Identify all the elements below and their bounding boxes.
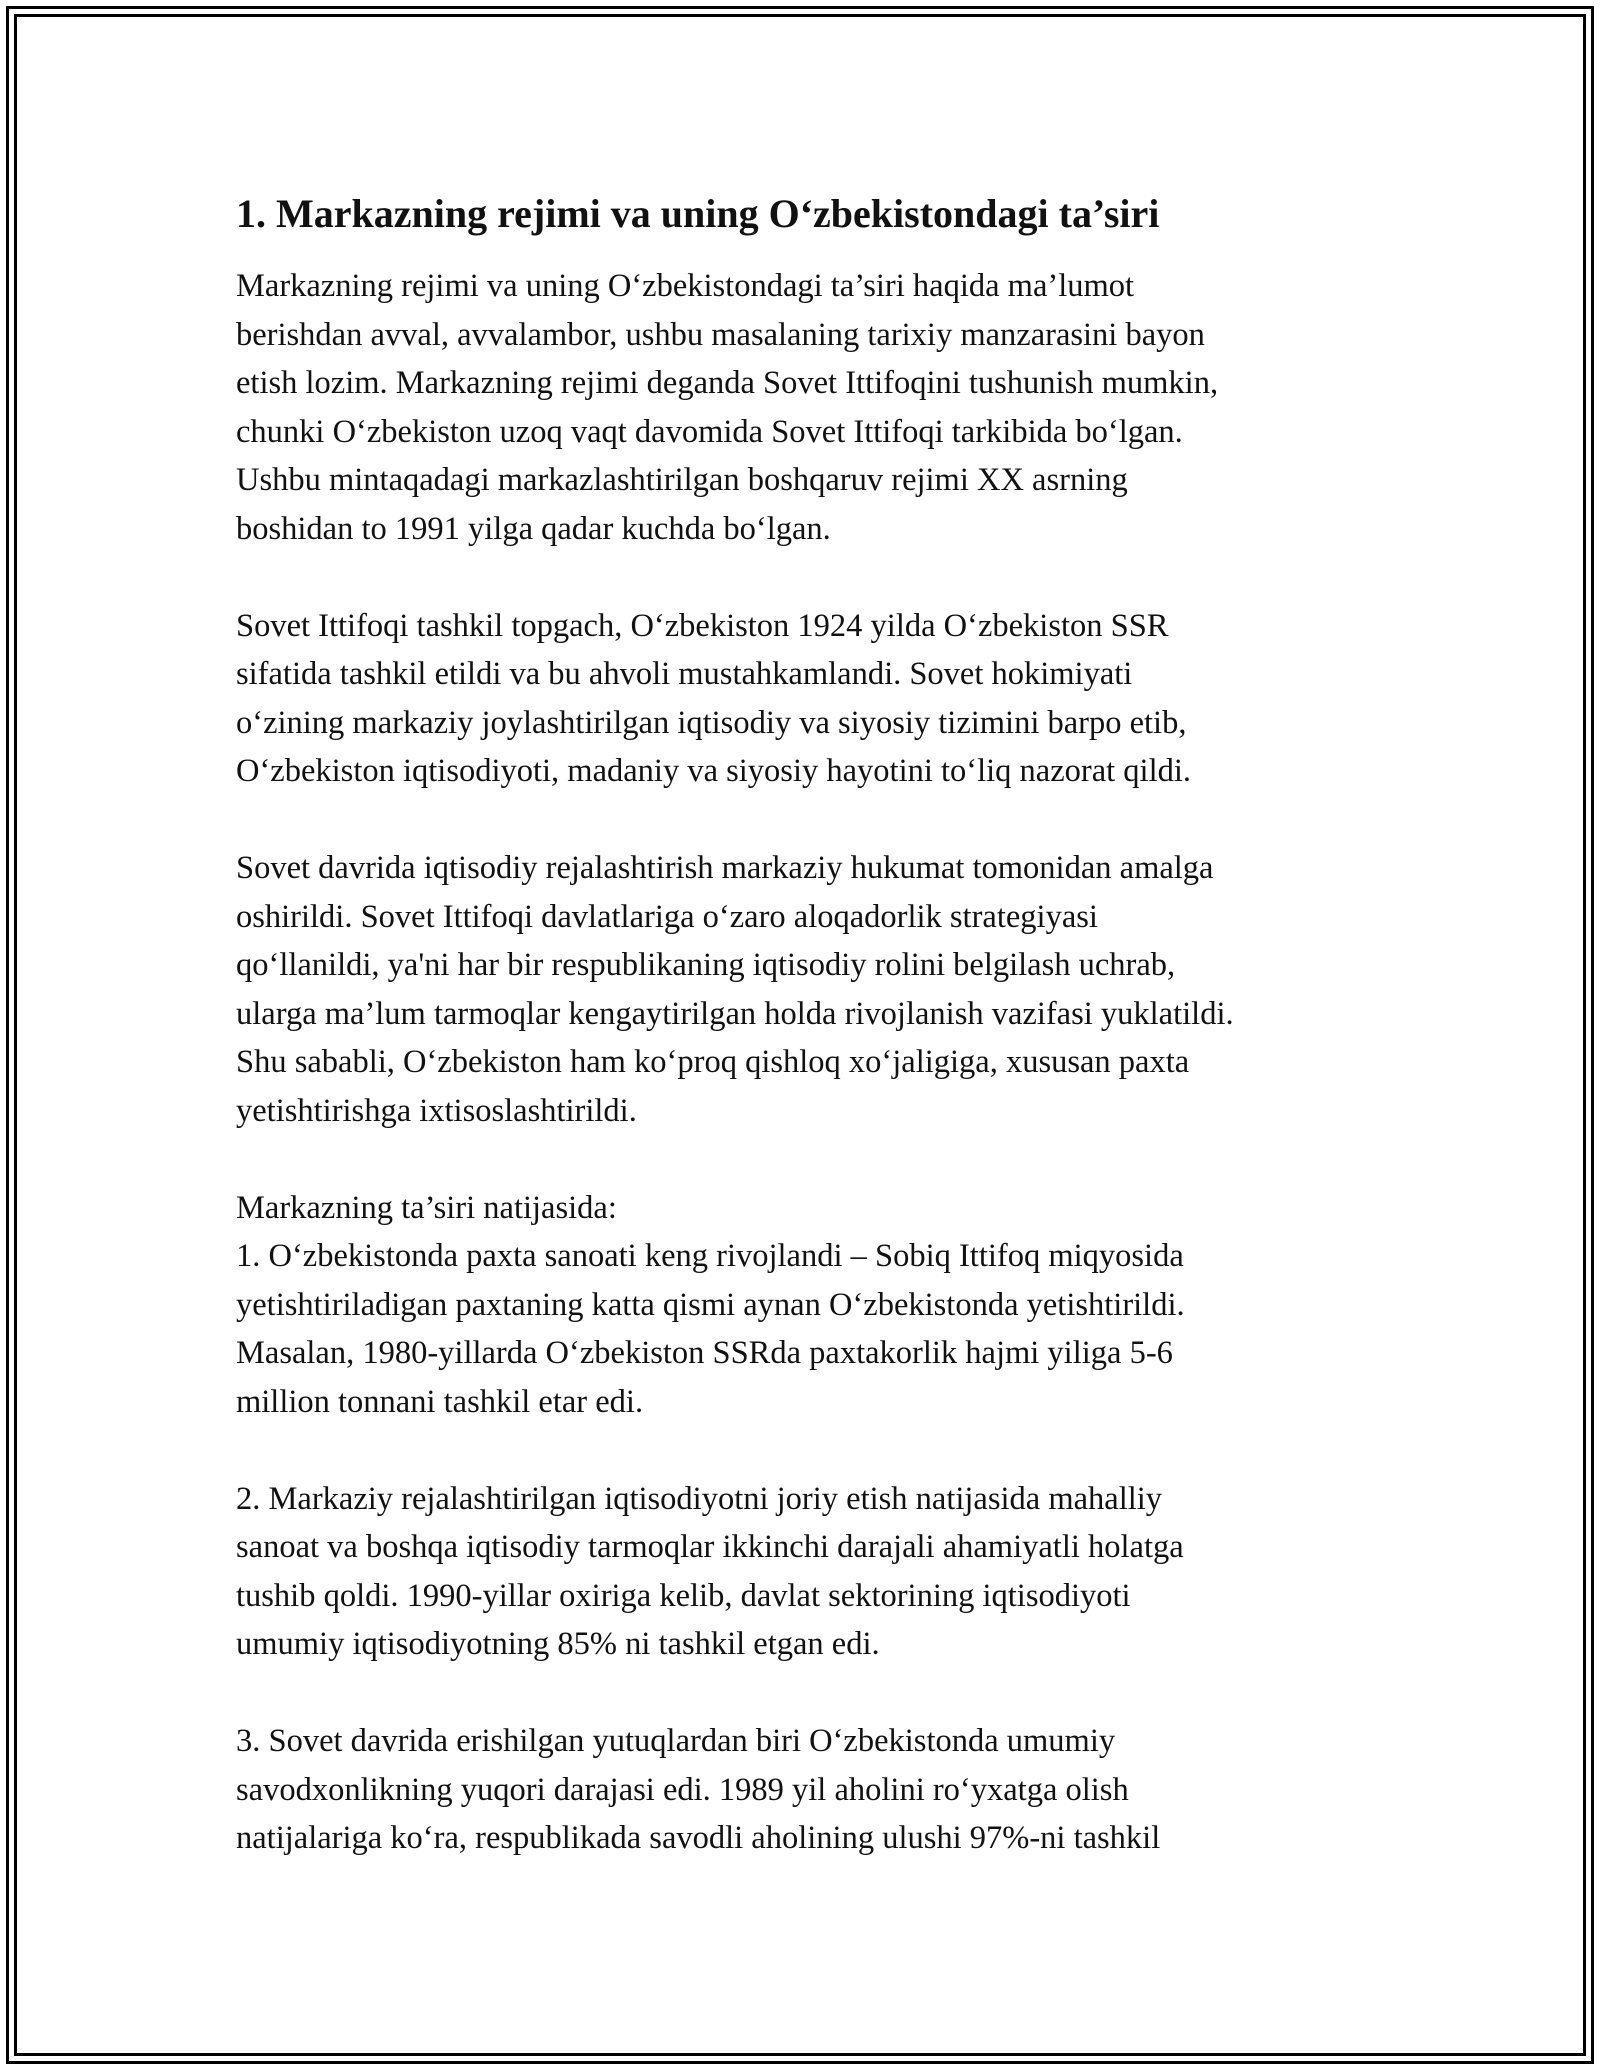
paragraph-results-cotton: Markazning ta’siri natijasida: 1. O‘zbekistonda paxta sanoati keng rivojlandi – Sobiq Ittifoq miqyosida yetishtiriladigan paxtaning katta qismi aynan O‘zbekistonda yetishtirildi. Masalan, 1980-yillarda O‘zbekiston SSRda paxtakorlik hajmi yiliga 5-6 million tonnani tashkil etar edi. — [236, 1189, 1185, 1420]
paragraph-results-literacy: 3. Sovet davrida erishilgan yutuqlardan biri O‘zbekistonda umumiy savodxonlikning yuqori darajasi edi. 1989 yil aholini ro‘yxatga olish natijalariga ko‘ra, respublikada savodli aholining ulushi 97%-ni tashkil — [236, 1723, 1161, 1856]
paragraph-intro: Markazning rejimi va uning O‘zbekistondagi ta’siri haqida ma’lumot berishdan avval, avvalambor, ushbu masalaning tarixiy manzarasini bayon etish lozim. Markazning rejimi deganda Sovet Ittifoqini tushunish mumkin, chunki O‘zbekiston uzoq vaqt davomida Sovet Ittifoqi tarkibida bo‘lgan. Ushbu mintaqadagi markazlashtirilgan boshqaruv rejimi XX asrning boshidan to 1991 yilga qadar kuchda bo‘lgan. — [236, 268, 1219, 547]
document-body — [236, 180, 1376, 1863]
section-heading: 1. Markazning rejimi va uning O‘zbekistondagi ta’siri — [236, 191, 1160, 236]
paragraph-economic-planning: Sovet davrida iqtisodiy rejalashtirish markaziy hukumat tomonidan amalga oshirildi. Sovet Ittifoqi davlatlariga o‘zaro aloqadorlik strategiyasi qo‘llanildi, ya'ni har bir respublikaning iqtisodiy rolini belgilash uchrab, ularga ma’lum tarmoqlar kengaytirilgan holda rivojlanish vazifasi yuklatildi. Shu sababli, O‘zbekiston ham ko‘proq qishloq xo‘jaligiga, xususan paxta yetishtirishga ixtisoslashtirildi. — [236, 850, 1234, 1129]
paragraph-soviet-formation: Sovet Ittifoqi tashkil topgach, O‘zbekiston 1924 yilda O‘zbekiston SSR sifatida tashkil etildi va bu ahvoli mustahkamlandi. Sovet hokimiyati o‘zining markaziy joylashtirilgan iqtisodiy va siyosiy tizimini barpo etib, O‘zbekiston iqtisodiyoti, madaniy va siyosiy hayotini to‘liq nazorat qildi. — [236, 607, 1192, 789]
paragraph-results-industry: 2. Markaziy rejalashtirilgan iqtisodiyotni joriy etish natijasida mahalliy sanoat va boshqa iqtisodiy tarmoqlar ikkinchi darajali ahamiyatli holatga tushib qoldi. 1990-yillar oxiriga kelib, davlat sektorining iqtisodiyoti umumiy iqtisodiyotning 85% ni tashkil etgan edi. — [236, 1480, 1184, 1662]
